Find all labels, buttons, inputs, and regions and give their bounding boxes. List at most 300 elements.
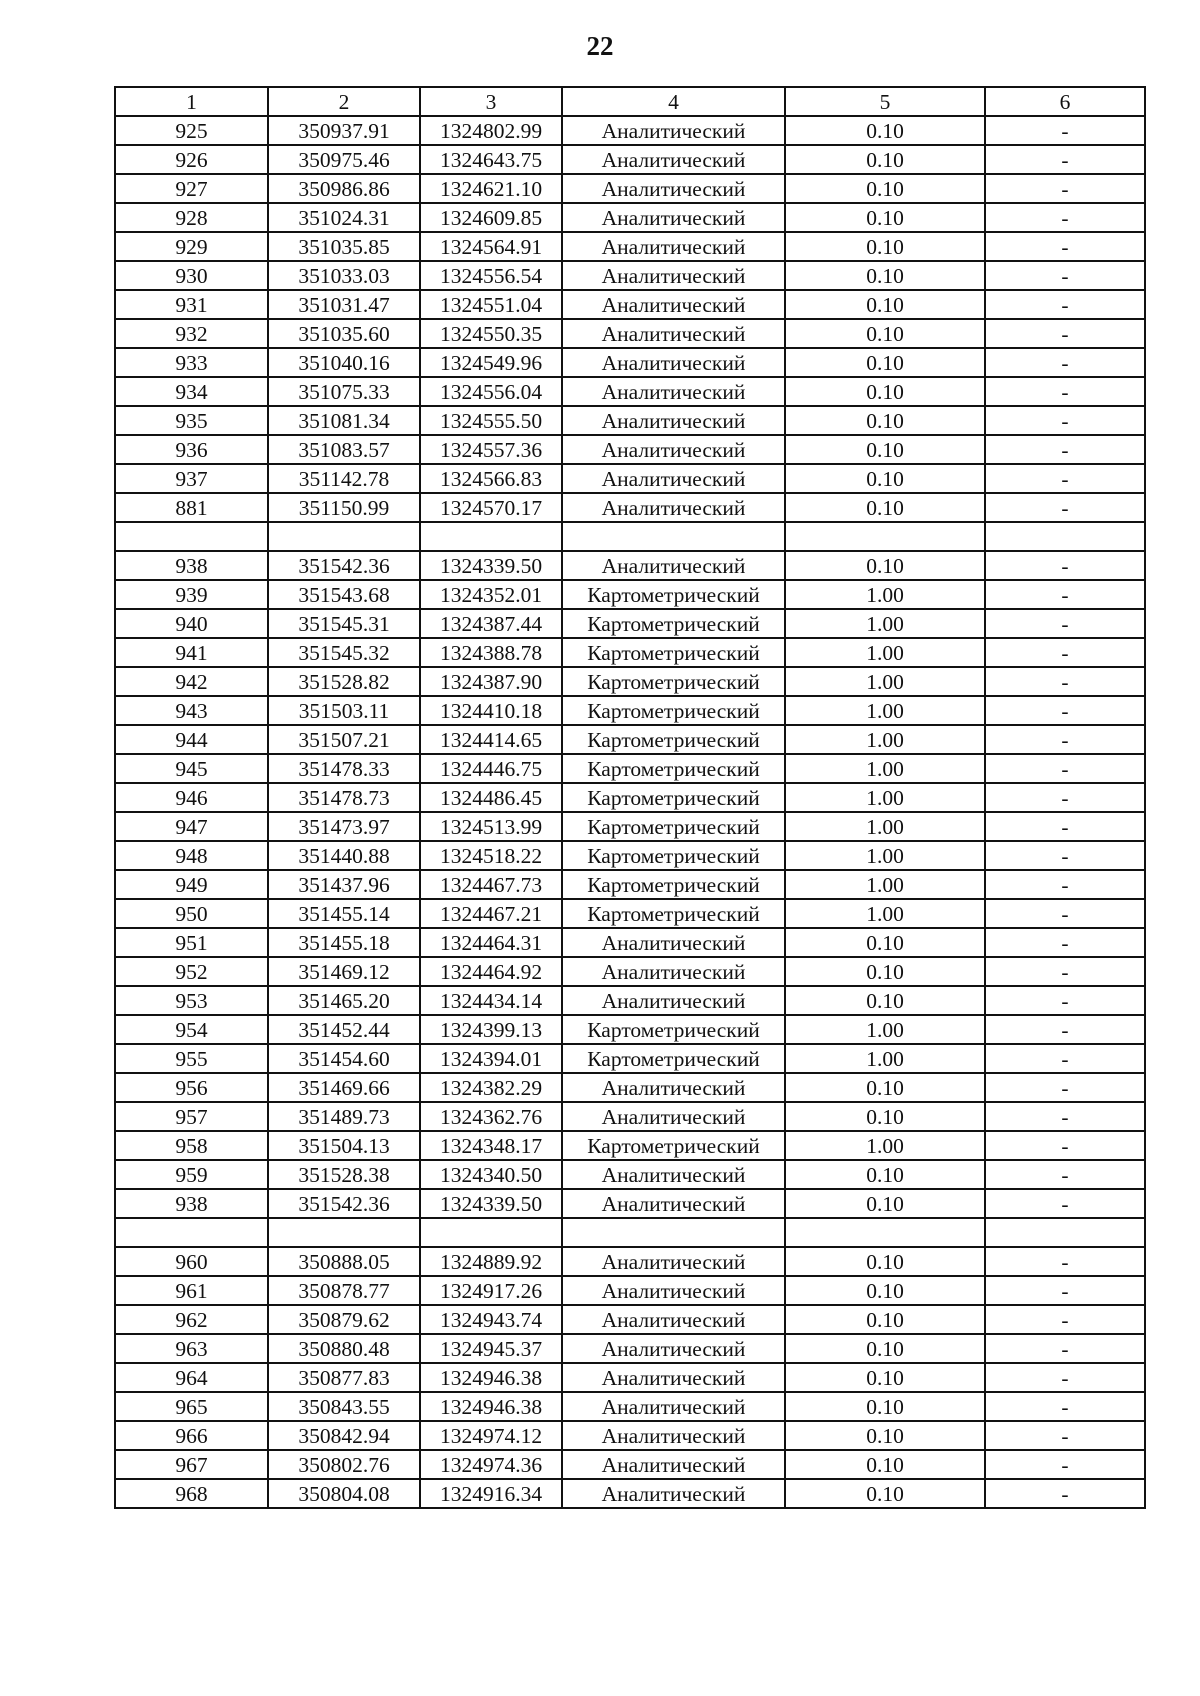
table-cell: 351489.73: [268, 1102, 420, 1131]
table-cell: -: [985, 116, 1145, 145]
table-cell: [985, 522, 1145, 551]
table-cell: 1324549.96: [420, 348, 562, 377]
table-cell: -: [985, 667, 1145, 696]
table-cell: -: [985, 174, 1145, 203]
table-cell: 1.00: [785, 1044, 985, 1073]
table-cell: 0.10: [785, 986, 985, 1015]
table-cell: 928: [115, 203, 268, 232]
table-row: [115, 609, 1145, 638]
column-header: 5: [785, 87, 985, 116]
table-cell: 1324467.21: [420, 899, 562, 928]
table-cell: -: [985, 609, 1145, 638]
table-cell: 0.10: [785, 928, 985, 957]
table-cell: -: [985, 1479, 1145, 1508]
table-cell: Аналитический: [562, 1450, 785, 1479]
table-cell: 953: [115, 986, 268, 1015]
table-cell: 1324974.12: [420, 1421, 562, 1450]
table-cell: -: [985, 406, 1145, 435]
table-cell: 350937.91: [268, 116, 420, 145]
table-cell: 351142.78: [268, 464, 420, 493]
table-cell: Аналитический: [562, 1421, 785, 1450]
table-cell: 0.10: [785, 1305, 985, 1334]
table-cell: 967: [115, 1450, 268, 1479]
table-cell: 351507.21: [268, 725, 420, 754]
table-cell: 1324382.29: [420, 1073, 562, 1102]
table-cell: 351503.11: [268, 696, 420, 725]
table-row: [115, 319, 1145, 348]
table-cell: 1324362.76: [420, 1102, 562, 1131]
table-cell: 351040.16: [268, 348, 420, 377]
table-row: [115, 174, 1145, 203]
table-cell: [268, 1218, 420, 1247]
table-cell: -: [985, 928, 1145, 957]
table-cell: 934: [115, 377, 268, 406]
table-cell: 0.10: [785, 203, 985, 232]
table-row: [115, 1450, 1145, 1479]
table-cell: 351528.82: [268, 667, 420, 696]
table-cell: Картометрический: [562, 609, 785, 638]
table-row: [115, 1479, 1145, 1508]
table-cell: 960: [115, 1247, 268, 1276]
table-cell: -: [985, 725, 1145, 754]
table-cell: -: [985, 957, 1145, 986]
table-cell: -: [985, 493, 1145, 522]
table-cell: 939: [115, 580, 268, 609]
table-row: [115, 841, 1145, 870]
table-cell: Картометрический: [562, 812, 785, 841]
table-cell: Аналитический: [562, 493, 785, 522]
table-cell: 351545.31: [268, 609, 420, 638]
table-cell: Картометрический: [562, 580, 785, 609]
table-cell: 0.10: [785, 1334, 985, 1363]
table-cell: 944: [115, 725, 268, 754]
table-cell: 964: [115, 1363, 268, 1392]
table-cell: 1.00: [785, 609, 985, 638]
table-cell: 1324946.38: [420, 1363, 562, 1392]
table-cell: Картометрический: [562, 783, 785, 812]
table-cell: Картометрический: [562, 1131, 785, 1160]
table-cell: 1324518.22: [420, 841, 562, 870]
table-cell: 0.10: [785, 377, 985, 406]
table-cell: 0.10: [785, 1450, 985, 1479]
table-cell: -: [985, 1189, 1145, 1218]
table-cell: 0.10: [785, 1073, 985, 1102]
table-cell: -: [985, 261, 1145, 290]
table-cell: 946: [115, 783, 268, 812]
table-cell: 947: [115, 812, 268, 841]
table-cell: -: [985, 232, 1145, 261]
table-cell: Аналитический: [562, 319, 785, 348]
table-cell: -: [985, 812, 1145, 841]
table-cell: -: [985, 551, 1145, 580]
table-cell: -: [985, 986, 1145, 1015]
table-cell: 952: [115, 957, 268, 986]
column-header: 1: [115, 87, 268, 116]
table-cell: 956: [115, 1073, 268, 1102]
table-cell: 1324394.01: [420, 1044, 562, 1073]
table-cell: 0.10: [785, 551, 985, 580]
table-cell: 0.10: [785, 116, 985, 145]
table-cell: 1324339.50: [420, 551, 562, 580]
table-cell: 351031.47: [268, 290, 420, 319]
table-row: [115, 754, 1145, 783]
table-cell: -: [985, 290, 1145, 319]
table-cell: 1324570.17: [420, 493, 562, 522]
table-cell: Аналитический: [562, 551, 785, 580]
table-cell: 1324916.34: [420, 1479, 562, 1508]
table-cell: Аналитический: [562, 1305, 785, 1334]
table-cell: 963: [115, 1334, 268, 1363]
table-cell: -: [985, 203, 1145, 232]
table-cell: 351035.85: [268, 232, 420, 261]
table-cell: 965: [115, 1392, 268, 1421]
table-cell: 1324414.65: [420, 725, 562, 754]
table-cell: 351452.44: [268, 1015, 420, 1044]
table-cell: Аналитический: [562, 116, 785, 145]
table-row: [115, 377, 1145, 406]
table-cell: 0.10: [785, 406, 985, 435]
page-number: 22: [586, 31, 614, 61]
table-row: [115, 928, 1145, 957]
table-cell: 926: [115, 145, 268, 174]
table-cell: -: [985, 1015, 1145, 1044]
table-cell: 350843.55: [268, 1392, 420, 1421]
table-cell: 930: [115, 261, 268, 290]
table-row: [115, 667, 1145, 696]
coordinates-table: [114, 86, 1146, 1509]
table-cell: 1324945.37: [420, 1334, 562, 1363]
table-row: [115, 1102, 1145, 1131]
table-cell: Аналитический: [562, 435, 785, 464]
table-cell: 1.00: [785, 841, 985, 870]
table-cell: 0.10: [785, 1247, 985, 1276]
table-row: [115, 261, 1145, 290]
table-cell: 945: [115, 754, 268, 783]
table-cell: Картометрический: [562, 899, 785, 928]
table-cell: 0.10: [785, 435, 985, 464]
table-cell: 1324564.91: [420, 232, 562, 261]
table-cell: 927: [115, 174, 268, 203]
table-cell: Аналитический: [562, 174, 785, 203]
table-row: [115, 986, 1145, 1015]
table-row: [115, 203, 1145, 232]
table-cell: 1.00: [785, 899, 985, 928]
table-row: [115, 957, 1145, 986]
table-cell: 961: [115, 1276, 268, 1305]
table-cell: -: [985, 1334, 1145, 1363]
table-cell: 1.00: [785, 783, 985, 812]
table-cell: Аналитический: [562, 145, 785, 174]
table-row: [115, 1131, 1145, 1160]
table-row: [115, 1363, 1145, 1392]
table-row: [115, 783, 1145, 812]
table-row: [115, 435, 1145, 464]
table-cell: 350804.08: [268, 1479, 420, 1508]
table-cell: Аналитический: [562, 1276, 785, 1305]
table-cell: 1.00: [785, 1015, 985, 1044]
table-cell: 0.10: [785, 261, 985, 290]
table-row: [115, 348, 1145, 377]
table-cell: 1.00: [785, 638, 985, 667]
table-cell: [268, 522, 420, 551]
table-cell: 1.00: [785, 667, 985, 696]
table-row: [115, 1305, 1145, 1334]
table-cell: -: [985, 1276, 1145, 1305]
table-cell: 1324621.10: [420, 174, 562, 203]
table-cell: Картометрический: [562, 1044, 785, 1073]
table-cell: Аналитический: [562, 957, 785, 986]
table-cell: 350878.77: [268, 1276, 420, 1305]
table-cell: -: [985, 348, 1145, 377]
table-cell: [115, 522, 268, 551]
table-cell: 351024.31: [268, 203, 420, 232]
table-cell: 350880.48: [268, 1334, 420, 1363]
table-cell: Аналитический: [562, 1392, 785, 1421]
table-cell: [785, 522, 985, 551]
table-cell: 350842.94: [268, 1421, 420, 1450]
table-cell: Аналитический: [562, 1102, 785, 1131]
table-cell: Картометрический: [562, 870, 785, 899]
table-cell: 954: [115, 1015, 268, 1044]
table-cell: 1324609.85: [420, 203, 562, 232]
table-cell: [562, 522, 785, 551]
table-cell: 1.00: [785, 725, 985, 754]
table-cell: Аналитический: [562, 1479, 785, 1508]
table-cell: 351542.36: [268, 551, 420, 580]
table-cell: Картометрический: [562, 725, 785, 754]
table-cell: 1324974.36: [420, 1450, 562, 1479]
table-cell: 0.10: [785, 1479, 985, 1508]
table-row: [115, 1073, 1145, 1102]
table-cell: 929: [115, 232, 268, 261]
table-cell: 1324464.31: [420, 928, 562, 957]
table-cell: Аналитический: [562, 928, 785, 957]
table-cell: Картометрический: [562, 667, 785, 696]
table-cell: -: [985, 1131, 1145, 1160]
column-header: 6: [985, 87, 1145, 116]
table-cell: 351473.97: [268, 812, 420, 841]
table-cell: 1324348.17: [420, 1131, 562, 1160]
table-cell: 936: [115, 435, 268, 464]
table-cell: 940: [115, 609, 268, 638]
table-cell: 1324946.38: [420, 1392, 562, 1421]
table-cell: 942: [115, 667, 268, 696]
table-cell: 351035.60: [268, 319, 420, 348]
table-cell: Аналитический: [562, 1073, 785, 1102]
table-cell: 0.10: [785, 174, 985, 203]
table-cell: 1324352.01: [420, 580, 562, 609]
table-cell: 1324399.13: [420, 1015, 562, 1044]
table-cell: -: [985, 1363, 1145, 1392]
table-cell: 1324467.73: [420, 870, 562, 899]
table-cell: 1324943.74: [420, 1305, 562, 1334]
table-cell: 932: [115, 319, 268, 348]
table-cell: 938: [115, 1189, 268, 1218]
table-cell: -: [985, 638, 1145, 667]
spacer-row: [115, 1218, 1145, 1247]
table-cell: 351083.57: [268, 435, 420, 464]
table-cell: 351465.20: [268, 986, 420, 1015]
table-cell: -: [985, 145, 1145, 174]
table-cell: 351469.12: [268, 957, 420, 986]
table-cell: 948: [115, 841, 268, 870]
table-cell: -: [985, 1421, 1145, 1450]
table-cell: Аналитический: [562, 986, 785, 1015]
table-cell: -: [985, 580, 1145, 609]
table-cell: 1324889.92: [420, 1247, 562, 1276]
table-cell: 1.00: [785, 1131, 985, 1160]
column-header: 3: [420, 87, 562, 116]
table-row: [115, 725, 1145, 754]
table-cell: 958: [115, 1131, 268, 1160]
table-cell: 351454.60: [268, 1044, 420, 1073]
table-cell: 0.10: [785, 1363, 985, 1392]
table-cell: 350986.86: [268, 174, 420, 203]
table-cell: Аналитический: [562, 290, 785, 319]
table-cell: 1324486.45: [420, 783, 562, 812]
table-cell: 351478.33: [268, 754, 420, 783]
table-cell: 0.10: [785, 232, 985, 261]
table-cell: 351455.14: [268, 899, 420, 928]
table-cell: 1324434.14: [420, 986, 562, 1015]
table-cell: 0.10: [785, 1276, 985, 1305]
table-header-row: [115, 87, 1145, 116]
table-row: [115, 1015, 1145, 1044]
table-body: [115, 116, 1145, 1508]
table-row: [115, 551, 1145, 580]
table-cell: 1.00: [785, 754, 985, 783]
table-cell: Аналитический: [562, 1160, 785, 1189]
table-row: [115, 899, 1145, 928]
table-cell: Аналитический: [562, 1334, 785, 1363]
column-header: 4: [562, 87, 785, 116]
table-cell: 1.00: [785, 580, 985, 609]
table-row: [115, 1247, 1145, 1276]
table-cell: 957: [115, 1102, 268, 1131]
table-cell: 1324410.18: [420, 696, 562, 725]
table-cell: -: [985, 464, 1145, 493]
table-cell: -: [985, 1247, 1145, 1276]
table-cell: -: [985, 1073, 1145, 1102]
table-cell: 1324387.44: [420, 609, 562, 638]
table-row: [115, 145, 1145, 174]
table-cell: 1324513.99: [420, 812, 562, 841]
table-cell: -: [985, 1160, 1145, 1189]
table-row: [115, 696, 1145, 725]
table-cell: 0.10: [785, 493, 985, 522]
table-cell: Аналитический: [562, 406, 785, 435]
table-cell: -: [985, 435, 1145, 464]
table-cell: 943: [115, 696, 268, 725]
table-cell: 0.10: [785, 1102, 985, 1131]
table-cell: 350802.76: [268, 1450, 420, 1479]
table-cell: [562, 1218, 785, 1247]
table-cell: 0.10: [785, 145, 985, 174]
table-cell: 0.10: [785, 1160, 985, 1189]
table-row: [115, 290, 1145, 319]
column-header: 2: [268, 87, 420, 116]
table-cell: 0.10: [785, 464, 985, 493]
table-cell: 962: [115, 1305, 268, 1334]
table-row: [115, 1421, 1145, 1450]
table-cell: 351543.68: [268, 580, 420, 609]
table-cell: 1324340.50: [420, 1160, 562, 1189]
table-cell: -: [985, 754, 1145, 783]
table-cell: 951: [115, 928, 268, 957]
table-cell: Картометрический: [562, 638, 785, 667]
table-cell: [420, 1218, 562, 1247]
table-cell: 351528.38: [268, 1160, 420, 1189]
table-cell: 1324550.35: [420, 319, 562, 348]
table-cell: Аналитический: [562, 203, 785, 232]
table-cell: 0.10: [785, 1189, 985, 1218]
table-cell: 1324556.04: [420, 377, 562, 406]
table-cell: 351545.32: [268, 638, 420, 667]
table-cell: Аналитический: [562, 1247, 785, 1276]
table-cell: 959: [115, 1160, 268, 1189]
table-cell: 351437.96: [268, 870, 420, 899]
table-cell: 0.10: [785, 957, 985, 986]
table-cell: 351440.88: [268, 841, 420, 870]
table-cell: 0.10: [785, 290, 985, 319]
table-cell: 1324388.78: [420, 638, 562, 667]
table-cell: 350975.46: [268, 145, 420, 174]
table-cell: 1324339.50: [420, 1189, 562, 1218]
table-cell: 968: [115, 1479, 268, 1508]
table-cell: 925: [115, 116, 268, 145]
table-cell: 1324802.99: [420, 116, 562, 145]
table-cell: -: [985, 1102, 1145, 1131]
table-cell: 938: [115, 551, 268, 580]
table-row: [115, 580, 1145, 609]
table-cell: 350879.62: [268, 1305, 420, 1334]
table-cell: 351504.13: [268, 1131, 420, 1160]
table-cell: 1.00: [785, 812, 985, 841]
table-cell: 1324556.54: [420, 261, 562, 290]
table-cell: 1324446.75: [420, 754, 562, 783]
table-row: [115, 1189, 1145, 1218]
table-cell: 1.00: [785, 696, 985, 725]
table-cell: 351075.33: [268, 377, 420, 406]
table-row: [115, 464, 1145, 493]
table-cell: 0.10: [785, 1421, 985, 1450]
table-cell: 950: [115, 899, 268, 928]
table-cell: 1324566.83: [420, 464, 562, 493]
table-cell: Аналитический: [562, 377, 785, 406]
table-cell: -: [985, 899, 1145, 928]
table-row: [115, 870, 1145, 899]
table-cell: 351081.34: [268, 406, 420, 435]
table-row: [115, 493, 1145, 522]
table-cell: 1324387.90: [420, 667, 562, 696]
table-cell: 931: [115, 290, 268, 319]
table-cell: Аналитический: [562, 1189, 785, 1218]
table-cell: 1324643.75: [420, 145, 562, 174]
table-cell: 881: [115, 493, 268, 522]
table-cell: -: [985, 1044, 1145, 1073]
table-cell: 949: [115, 870, 268, 899]
table-cell: -: [985, 841, 1145, 870]
table-cell: 1324551.04: [420, 290, 562, 319]
table-cell: Аналитический: [562, 232, 785, 261]
table-cell: [785, 1218, 985, 1247]
table-cell: [985, 1218, 1145, 1247]
table-row: [115, 1276, 1145, 1305]
table-cell: -: [985, 870, 1145, 899]
table-cell: 966: [115, 1421, 268, 1450]
table-cell: 1324917.26: [420, 1276, 562, 1305]
spacer-row: [115, 522, 1145, 551]
